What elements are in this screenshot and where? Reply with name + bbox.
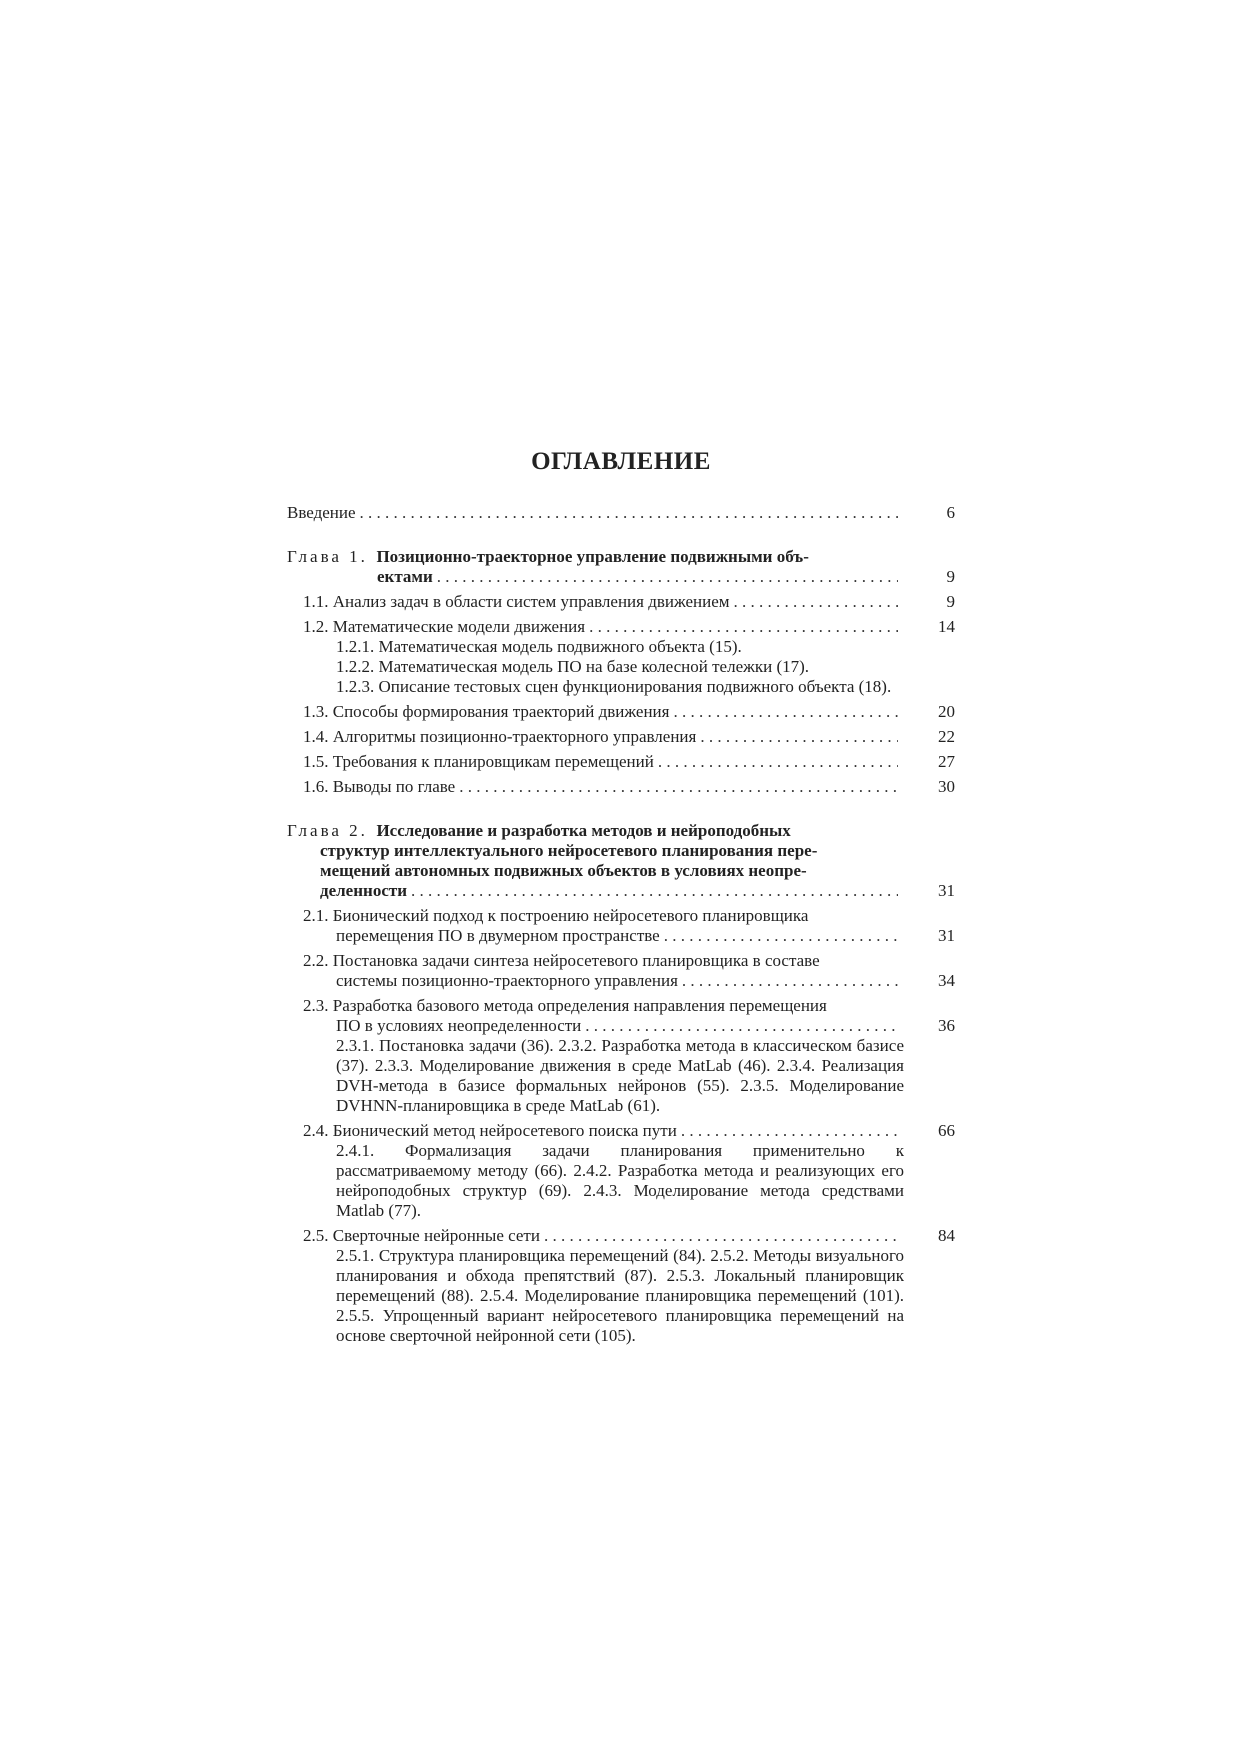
toc-entry-intro[interactable]	[287, 503, 955, 523]
page-title: ОГЛАВЛЕНИЕ	[531, 448, 711, 475]
toc-section-1-2[interactable]	[287, 617, 955, 637]
chapter-title-line: структур интеллектуального нейросетевого планирования пере-	[320, 841, 818, 860]
page-number: 31	[938, 926, 955, 945]
subsection-paragraph[interactable]: 2.5.1. Структура планировщика перемещений (84). 2.5.2. Методы визуального планирования и обхода препятствий (87). 2.5.3. Локальный планировщик перемещений (88). 2.5.4. Моделирование планировщика перемещений (101). 2.5.5. Упрощенный вариант нейросетевого планировщика перемещений на основе сверточной нейронной сети (105).	[336, 1246, 904, 1345]
leader-dots	[658, 752, 898, 772]
section-label: Сверточные нейронные сети	[332, 1226, 540, 1245]
table-of-contents	[287, 503, 955, 1346]
section-label: ПО в условиях неопределенности	[336, 1016, 582, 1035]
section-number: 1.4.	[303, 727, 329, 746]
leader-dots	[544, 1226, 898, 1246]
page-number: 31	[938, 881, 955, 900]
page-number: 20	[938, 702, 955, 721]
toc-section-1-5[interactable]	[287, 752, 955, 772]
chapter-title-line: ектами	[377, 567, 433, 586]
section-number: 1.5.	[303, 752, 329, 771]
leader-dots	[682, 971, 898, 991]
chapter-title-line: Исследование и разработка методов и нейроподобных	[376, 821, 791, 840]
section-label: Анализ задач в области систем управления движением	[332, 592, 730, 611]
section-label: системы позиционно-траекторного управления	[336, 971, 678, 990]
subsection-item[interactable]: 1.2.2. Математическая модель ПО на базе колесной тележки (17).	[336, 657, 810, 676]
leader-dots	[734, 592, 898, 612]
leader-dots	[411, 881, 898, 901]
subsection-paragraph[interactable]: 2.4.1. Формализация задачи планирования применительно к рассматриваемому методу (66). 2.4.2. Разработка метода и реализующих его нейроподобных структур (69). 2.4.3. Моделирование метода средствами Matlab (77).	[336, 1141, 904, 1220]
section-number: 2.1.	[303, 906, 329, 925]
page-number: 14	[938, 617, 955, 636]
page-number: 34	[938, 971, 955, 990]
leader-dots	[700, 727, 898, 747]
page-number: 84	[938, 1226, 955, 1245]
toc-section-2-1[interactable]	[287, 906, 955, 946]
section-number: 1.3.	[303, 702, 329, 721]
section-label: Выводы по главе	[332, 777, 456, 796]
page-number: 36	[938, 1016, 955, 1035]
leader-dots	[681, 1121, 898, 1141]
toc-section-2-5[interactable]	[287, 1226, 955, 1246]
subsection-paragraph[interactable]: 2.3.1. Постановка задачи (36). 2.3.2. Разработка метода в классическом базисе (37). 2.3.3. Моделирование движения в среде MatLab (46). 2.3.4. Реализация DVH-метода в базисе формальных нейронов (55). 2.3.5. Моделирование DVHNN-планировщика в среде MatLab (61).	[336, 1036, 904, 1115]
section-label: Бионический подход к построению нейросетевого планировщика	[332, 906, 809, 925]
section-label: Способы формирования траекторий движения	[332, 702, 670, 721]
page-number: 9	[946, 567, 955, 586]
toc-entry-label: Введение	[287, 503, 356, 522]
chapter-title-line: деленности	[320, 881, 408, 900]
toc-section-1-1[interactable]	[287, 592, 955, 612]
page-number: 22	[938, 727, 955, 746]
toc-section-1-4[interactable]	[287, 727, 955, 747]
leader-dots	[589, 617, 898, 637]
toc-section-1-3[interactable]	[287, 702, 955, 722]
toc-section-2-4[interactable]	[287, 1121, 955, 1141]
section-label: Постановка задачи синтеза нейросетевого планировщика в составе	[332, 951, 820, 970]
leader-dots	[664, 926, 898, 946]
section-number: 2.3.	[303, 996, 329, 1015]
section-label: Разработка базового метода определения направления перемещения	[332, 996, 827, 1015]
section-number: 2.5.	[303, 1226, 329, 1245]
chapter-title-line: Позиционно-траекторное управление подвижными объ-	[376, 547, 809, 566]
subsection-item[interactable]: 1.2.3. Описание тестовых сцен функционирования подвижного объекта (18).	[336, 677, 892, 696]
subsection-item[interactable]: 1.2.1. Математическая модель подвижного объекта (15).	[336, 637, 742, 656]
section-label: Алгоритмы позиционно-траекторного управления	[332, 727, 697, 746]
chapter-lead: Глава 2.	[287, 821, 368, 840]
leader-dots	[459, 777, 898, 797]
page-number: 6	[946, 503, 955, 522]
chapter-lead: Глава 1.	[287, 547, 368, 566]
section-number: 1.1.	[303, 592, 329, 611]
section-number: 1.6.	[303, 777, 329, 796]
leader-dots	[673, 702, 898, 722]
page-number: 9	[946, 592, 955, 611]
toc-section-1-6[interactable]	[287, 777, 955, 797]
toc-section-2-3[interactable]	[287, 996, 955, 1036]
subsection-list	[287, 637, 904, 697]
toc-chapter-1[interactable]	[287, 547, 955, 587]
leader-dots	[360, 503, 898, 523]
section-label: Математические модели движения	[332, 617, 586, 636]
page-number: 66	[938, 1121, 955, 1140]
section-number: 2.4.	[303, 1121, 329, 1140]
section-label: Бионический метод нейросетевого поиска пути	[332, 1121, 677, 1140]
toc-chapter-2[interactable]	[287, 821, 955, 901]
section-number: 2.2.	[303, 951, 329, 970]
toc-section-2-2[interactable]	[287, 951, 955, 991]
leader-dots	[437, 567, 898, 587]
section-label: перемещения ПО в двумерном пространстве	[336, 926, 660, 945]
chapter-title-line: мещений автономных подвижных объектов в условиях неопре-	[320, 861, 807, 880]
section-number: 1.2.	[303, 617, 329, 636]
section-label: Требования к планировщикам перемещений	[332, 752, 654, 771]
page-number: 27	[938, 752, 955, 771]
page-number: 30	[938, 777, 955, 796]
leader-dots	[585, 1016, 898, 1036]
